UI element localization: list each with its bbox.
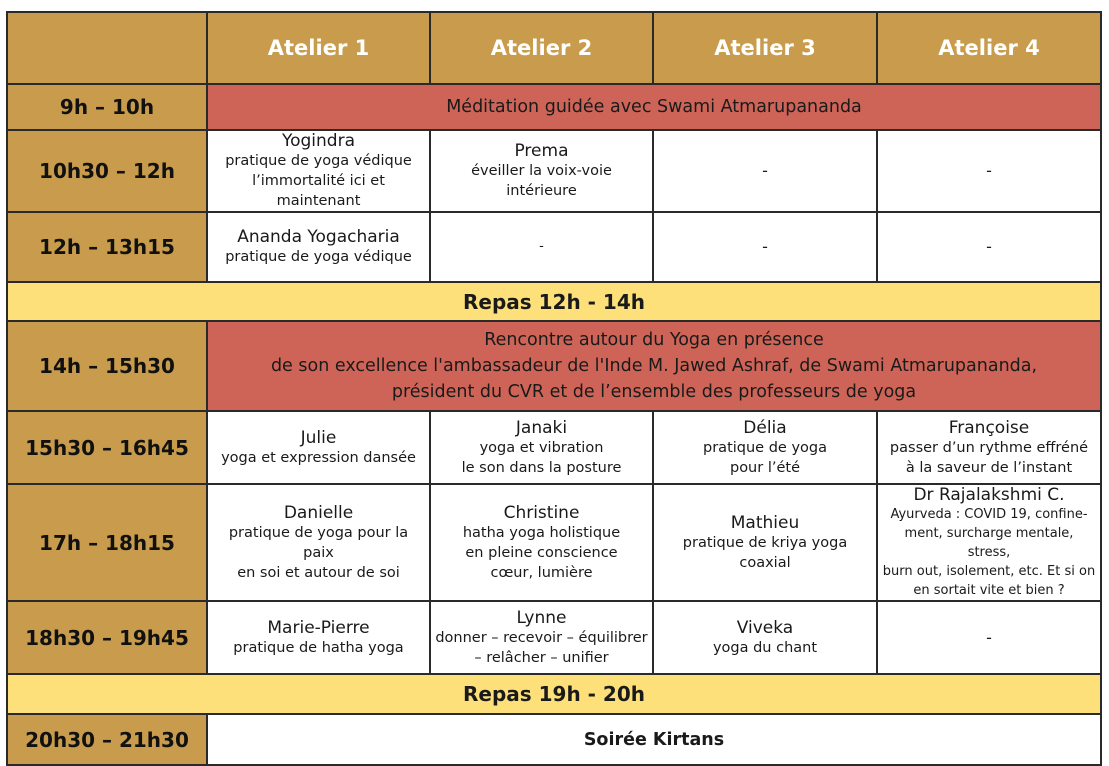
teacher-name: Julie xyxy=(300,427,337,448)
empty-cell: - xyxy=(877,601,1101,674)
empty-cell: - xyxy=(877,212,1101,282)
time-slot: 18h30 – 19h45 xyxy=(7,601,207,674)
time-slot: 12h – 13h15 xyxy=(7,212,207,282)
time-slot: 20h30 – 21h30 xyxy=(7,714,207,765)
session-line: le son dans la posture xyxy=(461,459,622,476)
session-line: pratique de yoga xyxy=(703,439,827,456)
session-cell xyxy=(430,130,653,212)
session-line: pour l’été xyxy=(729,459,800,476)
meal-break: Repas 12h - 14h xyxy=(7,282,1101,321)
session-cell xyxy=(653,411,877,484)
header-row xyxy=(7,12,1101,84)
session-cell xyxy=(207,601,430,674)
session-cell xyxy=(653,601,877,674)
session-line: hatha yoga holistique xyxy=(462,524,621,541)
atelier-1-header: Atelier 1 xyxy=(207,12,430,84)
teacher-name: Marie-Pierre xyxy=(267,617,370,638)
meeting-line: président du CVR et de l’ensemble des professeurs de yoga xyxy=(391,382,917,402)
schedule-table xyxy=(6,11,1102,766)
meeting-line: de son excellence l'ambassadeur de l'Inde M. Jawed Ashraf, de Swami Atmarupananda, xyxy=(270,356,1038,376)
meal-break: Repas 19h - 20h xyxy=(7,674,1101,714)
kirtan-evening: Soirée Kirtans xyxy=(207,714,1101,765)
session-line: ment, surcharge mentale, stress, xyxy=(904,526,1074,560)
session-cell xyxy=(877,411,1101,484)
teacher-name: Prema xyxy=(514,141,569,161)
teacher-name: Dr Rajalakshmi C. xyxy=(913,485,1065,505)
session-line: – relâcher – unifier xyxy=(474,649,609,666)
teacher-name: Françoise xyxy=(948,417,1030,438)
table-row xyxy=(7,130,1101,212)
time-slot: 15h30 – 16h45 xyxy=(7,411,207,484)
session-line: en pleine conscience xyxy=(465,544,618,561)
table-row xyxy=(7,674,1101,714)
meditation-session: Méditation guidée avec Swami Atmarupananda xyxy=(207,84,1101,130)
session-line: pratique de kriya yoga coaxial xyxy=(682,534,848,571)
session-cell xyxy=(877,484,1101,601)
table-row xyxy=(7,601,1101,674)
session-line: donner – recevoir – équilibrer xyxy=(435,629,648,646)
teacher-name: Danielle xyxy=(283,502,354,523)
atelier-4-header: Atelier 4 xyxy=(877,12,1101,84)
teacher-name: Délia xyxy=(743,417,787,438)
session-line: pratique de yoga védique xyxy=(225,153,412,169)
teacher-name: Yogindra xyxy=(281,131,355,151)
session-cell xyxy=(207,484,430,601)
session-line: l’immortalité ici et maintenant xyxy=(252,173,385,209)
teacher-name: Viveka xyxy=(736,617,794,638)
session-line: en sortait vite et bien ? xyxy=(913,583,1065,598)
atelier-3-header: Atelier 3 xyxy=(653,12,877,84)
session-line: cœur, lumière xyxy=(490,564,593,581)
meeting-line: Rencontre autour du Yoga en présence xyxy=(484,330,824,350)
session-line: en soi et autour de soi xyxy=(237,564,400,581)
session-line: yoga du chant xyxy=(712,639,818,656)
session-cell xyxy=(430,484,653,601)
session-line: yoga et vibration xyxy=(479,439,604,456)
teacher-name: Christine xyxy=(503,502,580,523)
time-slot: 10h30 – 12h xyxy=(7,130,207,212)
teacher-name: Mathieu xyxy=(730,512,800,533)
atelier-2-header: Atelier 2 xyxy=(430,12,653,84)
teacher-name: Janaki xyxy=(515,417,568,438)
session-line: pratique de yoga védique xyxy=(225,249,412,265)
session-cell xyxy=(207,411,430,484)
session-line: yoga et expression dansée xyxy=(221,449,416,466)
empty-cell: - xyxy=(653,130,877,212)
session-cell xyxy=(207,212,430,282)
session-line: éveiller la voix-voie intérieure xyxy=(471,163,612,199)
table-row xyxy=(7,411,1101,484)
empty-cell: - xyxy=(653,212,877,282)
table-row xyxy=(7,212,1101,282)
empty-cell: - xyxy=(430,212,653,282)
session-cell xyxy=(207,130,430,212)
session-line: burn out, isolement, etc. Et si on xyxy=(882,564,1096,579)
session-line: Ayurveda : COVID 19, confine- xyxy=(890,507,1088,522)
corner-cell xyxy=(7,12,207,84)
session-line: à la saveur de l’instant xyxy=(905,459,1073,476)
session-cell xyxy=(653,484,877,601)
time-slot: 14h – 15h30 xyxy=(7,321,207,411)
time-slot: 17h – 18h15 xyxy=(7,484,207,601)
session-line: pratique de hatha yoga xyxy=(233,639,404,656)
table-row xyxy=(7,714,1101,765)
teacher-name: Ananda Yogacharia xyxy=(237,227,400,247)
empty-cell: - xyxy=(877,130,1101,212)
time-slot: 9h – 10h xyxy=(7,84,207,130)
meeting-session xyxy=(207,321,1101,411)
session-line: pratique de yoga pour la paix xyxy=(228,524,409,561)
teacher-name: Lynne xyxy=(516,607,567,628)
table-row xyxy=(7,282,1101,321)
session-line: passer d’un rythme effréné xyxy=(889,439,1089,456)
session-cell xyxy=(430,411,653,484)
table-row xyxy=(7,321,1101,411)
table-row xyxy=(7,484,1101,601)
table-row xyxy=(7,84,1101,130)
session-cell xyxy=(430,601,653,674)
